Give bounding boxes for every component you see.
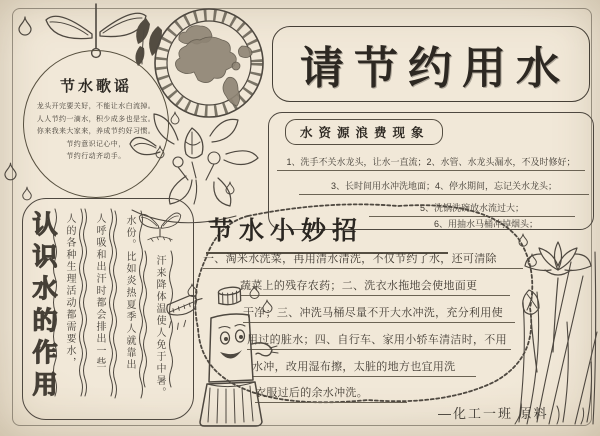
song-line: 你来我来大家来，养成节约好习惯。 xyxy=(36,128,156,135)
tips-line: 一、淘米水洗菜，再用清水清洗，不仅节约了水，还可清除 xyxy=(203,250,523,269)
tips-line: 衣服过后的余水冲洗。 xyxy=(255,384,407,403)
water-drop-icon xyxy=(18,16,32,36)
tips-title: 节水小妙招 xyxy=(206,211,448,254)
waste-row: 1、洗手不关水龙头，让水一直流；2、水管、水龙头漏水，不及时修好； xyxy=(277,155,585,171)
water-roles-column: 人呼吸和出汗时都会排出一些 xyxy=(94,213,105,369)
song-line: 人人节约一滴水，积少成多也是宝。 xyxy=(36,115,156,123)
waste-row: 6、用抽水马桶冲掉烟头； xyxy=(433,219,538,229)
tips-line: 用过的脏水；四、自行车、家用小轿车清洁时，不用 xyxy=(247,331,511,350)
water-drop-icon xyxy=(4,162,17,181)
poster-main-title: 请节约用水 xyxy=(300,44,570,93)
lotus-and-grass-icon xyxy=(513,232,600,428)
water-roles-column: 汗来降体温使人免于中暑。 xyxy=(154,255,165,399)
tips-line: 干净；三、冲洗马桶尽量不开大水冲洗，充分利用使 xyxy=(243,304,515,323)
water-bottle-mascot-icon xyxy=(182,282,282,430)
signature: —化工一班 原料 xyxy=(438,406,549,421)
waste-row: 5、洗锅洗碗放水流过大； xyxy=(369,201,575,217)
main-title-banner xyxy=(272,26,590,102)
tips-line: 蔬菜上的残存农药；二、洗衣水拖地会使地面更 xyxy=(240,277,510,296)
waste-row: 3、长时间用水冲洗地面；4、停水期间，忘记关水龙头； xyxy=(299,179,589,195)
water-roles-column: 人的各种生理活动都需要水， xyxy=(64,213,75,369)
water-drop-icon xyxy=(22,186,32,201)
song-line: 节约意识记心中， xyxy=(66,140,126,148)
water-roles-title: 认识水的作用 xyxy=(29,211,57,403)
song-title: 节水歌谣 xyxy=(59,78,132,95)
earth-globe-icon xyxy=(150,4,268,122)
song-line: 节约行动齐动手。 xyxy=(66,153,126,160)
water-roles-column: 水份。比如炎热夏季人就靠出 xyxy=(124,215,135,371)
tips-line: 水冲，改用湿布擦，太脏的地方也宜用洗 xyxy=(252,358,476,377)
song-line: 龙头开完要关好，不能让水白流掉。 xyxy=(36,103,156,110)
waste-title: 水资源浪费现象 xyxy=(285,119,443,145)
sprout-icon xyxy=(137,203,183,249)
